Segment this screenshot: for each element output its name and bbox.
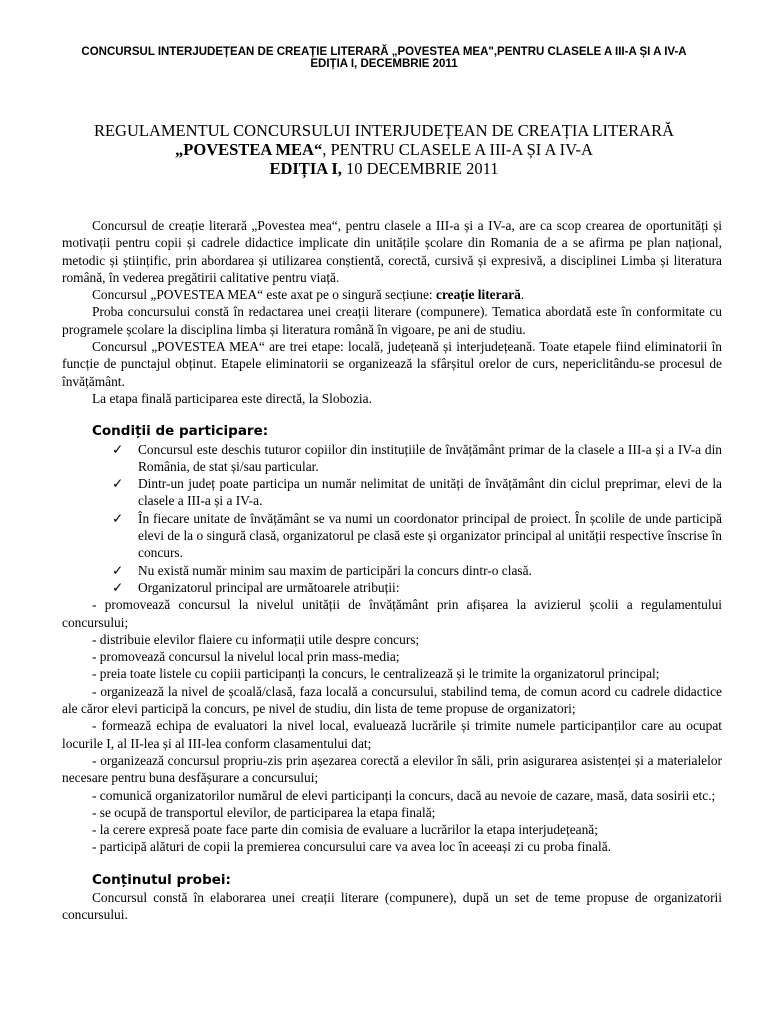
document-title (30, 121, 738, 178)
title-line-3-rest: 10 DECEMBRIE 2011 (341, 159, 499, 178)
duty-item: - comunică organizatorilor numărul de elevi participanți la concurs, dacă au nevoie de cazare, masă, data sosirii etc.; (92, 787, 716, 803)
duty-item: - se ocupă de transportul elevilor, de participarea la etapa finală; (92, 804, 436, 820)
list-item (112, 441, 722, 476)
list-item (112, 475, 722, 510)
duty-item: - distribuie elevilor flaiere cu informații utile despre concurs; (92, 631, 420, 647)
running-header (40, 46, 728, 70)
duty-item: - formează echipa de evaluatori la nivel local, evaluează lucrările și trimite numele participanților care au ocupat locurile I, al II-lea și al III-lea conform clasamentului dat; (62, 718, 722, 751)
section-heading-conditions: Condiții de participare: (92, 423, 269, 440)
intro-p2-text: Concursul „POVESTEA MEA“ este axat pe o singură secțiune: (92, 287, 436, 303)
document-body (62, 217, 722, 924)
duty-item: - organizează concursul propriu-zis prin așezarea corectă a elevilor în săli, prin asigurarea asistenței și a materialelor necesare pentru buna desfășurare a concursului; (62, 752, 722, 786)
check-icon: ✓ (112, 441, 124, 457)
conditions-list (62, 441, 722, 597)
duty-item: - la cerere expresă poate face parte din comisia de evaluare a lucrărilor la etapa interjudețeană; (92, 822, 598, 838)
list-item (112, 510, 722, 562)
section-heading-content: Conținutul probei: (92, 871, 231, 888)
list-item (112, 562, 722, 579)
header-line-2: EDIȚIA I, DECEMBRIE 2011 (310, 58, 458, 70)
check-icon: ✓ (112, 562, 124, 578)
check-icon: ✓ (112, 510, 124, 526)
list-item (112, 579, 722, 596)
duty-item: - preia toate listele cu copiii participanți la concurs, le centralizează și le trimite la organizatorul principal; (92, 666, 660, 682)
duty-item: - participă alături de copii la premierea concursului care va avea loc în aceeași zi cu proba finală. (92, 839, 611, 855)
title-line-3-bold: EDIȚIA I, (269, 159, 342, 178)
content-paragraph-1: Concursul constă în elaborarea unei creații literare (compunere), după un set de teme propuse de organizatorii concursului. (62, 889, 722, 923)
condition-text: În fiecare unitate de învățământ se va numi un coordonator principal de proiect. În școlile de unde participă elevi de la o singură clasă, organizatorul pe clasă este și organizator principal al unității respective înscrise în concurs. (138, 510, 722, 561)
condition-text: Organizatorul principal are următoarele atribuții: (138, 579, 400, 595)
intro-paragraph-3: Proba concursului constă în redactarea unei creații literare (compunere). Tematica abordată este în conformitate cu programele școlare la disciplina limba și literatura română în vigoare, pe ani de studiu. (62, 304, 722, 337)
intro-paragraph-4: Concursul „POVESTEA MEA“ are trei etape: locală, județeană și interjudețeană. Toate etapele fiind eliminatorii în funcție de punctajul obținut. Etapele eliminatorii se organizează la sfârșitul orelor de curs, nepericlitându-se procesul de învățământ. (62, 339, 722, 389)
intro-paragraph-1: Concursul de creație literară „Povestea mea“, pentru clasele a III-a și a IV-a, are ca scop crearea de oportunități și motivații pentru copii și cadrele didactice implicate din unitățile școlare din Romania de a se afirma pe plan național, metodic și științific, prin abordarea și utilizarea conștientă, corectă, cursivă și expresivă, a disciplinei Limba și literatura română, în vederea pregătirii calitative pentru viață. (62, 218, 722, 285)
check-icon: ✓ (112, 579, 124, 595)
intro-paragraph-2 (62, 286, 722, 303)
duty-item: - promovează concursul la nivelul unității de învățământ prin afișarea la avizierul școlii a regulamentului concursului; (62, 597, 722, 630)
intro-p2-bold: creație literară (436, 287, 521, 303)
intro-p2-end: . (520, 287, 525, 303)
condition-text: Nu există număr minim sau maxim de participări la concurs dintr-o clasă. (138, 562, 532, 578)
title-line-2-rest: , PENTRU CLASELE A III-A ȘI A IV-A (322, 140, 593, 159)
duty-item: - organizează la nivel de școală/clasă, faza locală a concursului, stabilind tema, de comun acord cu cadrele didactice ale căror elevi participă la concurs, pe nivel de studiu, din lista de teme propuse de organizatori; (62, 683, 722, 717)
header-line-1: CONCURSUL INTERJUDEȚEAN DE CREAȚIE LITERARĂ „POVESTEA MEA",PENTRU CLASELE A III-A ȘI A IV-A (81, 46, 687, 58)
check-icon: ✓ (112, 476, 124, 492)
duty-item: - promovează concursul la nivelul local prin mass-media; (92, 649, 400, 665)
title-line-2 (30, 140, 738, 159)
condition-text: Dintr-un județ poate participa un număr nelimitat de unități de învățământ din ciclul preprimar, elevi de la clasele a III-a și a IV-a. (138, 476, 722, 509)
intro-paragraph-5: La etapa finală participarea este directă, la Slobozia. (92, 390, 372, 406)
title-line-1: REGULAMENTUL CONCURSULUI INTERJUDEȚEAN DE CREAȚIA LITERARĂ (93, 121, 675, 140)
title-line-2-bold: „POVESTEA MEA“ (175, 140, 323, 159)
title-line-3 (30, 159, 738, 178)
condition-text: Concursul este deschis tuturor copiilor din instituțiile de învățământ primar de la clasele a III-a și a IV-a din România, de stat și/sau particular. (138, 441, 722, 474)
